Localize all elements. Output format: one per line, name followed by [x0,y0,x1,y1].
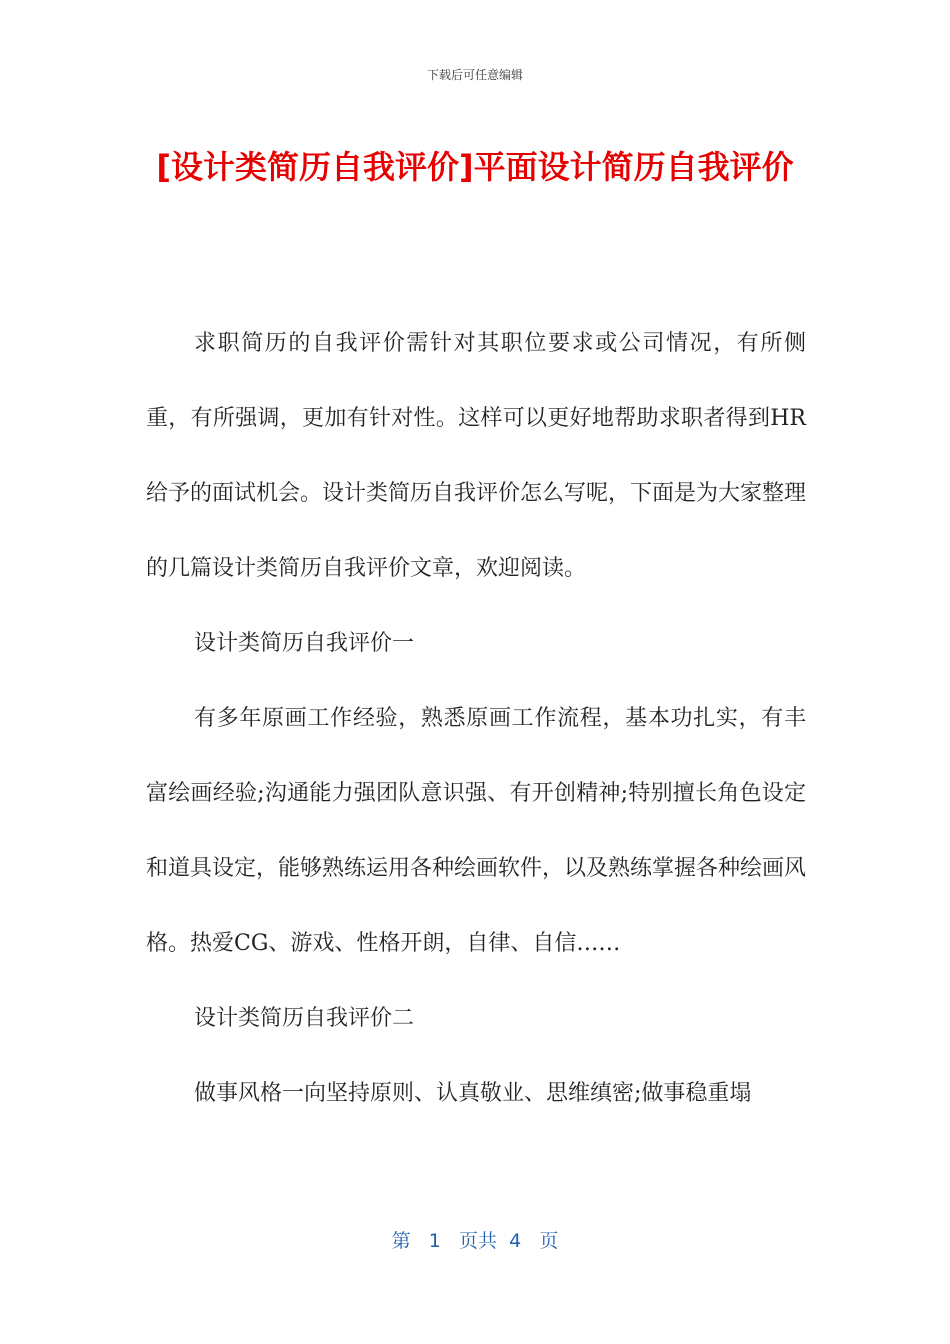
footer-page-prefix: 第 [391,1230,411,1252]
footer-page-middle: 页共 [459,1230,498,1252]
page-footer [0,1226,950,1253]
header-note: 下载后可任意编辑 [426,68,523,82]
section-two-paragraph: 做事风格一向坚持原则、认真敬业、思维缜密;做事稳重塌 [194,1081,752,1106]
footer-page-number: 1 [428,1230,441,1252]
section-one-paragraph: 有多年原画工作经验，熟悉原画工作流程，基本功扎实，有丰富绘画经验;沟通能力强团队意识强、有开创精神;特别擅长角色设定和道具设定，能够熟练运用各种绘画软件，以及熟练掌握各种绘画风格。热爱CG、游戏、性格开朗，自律、自信…… [146,706,807,956]
document-body [146,306,806,1131]
footer-total-pages: 4 [509,1230,522,1252]
section-heading-one: 设计类简历自我评价一 [194,631,415,656]
section-heading-two: 设计类简历自我评价二 [194,1006,415,1031]
footer-page-suffix: 页 [539,1230,559,1252]
intro-paragraph: 求职简历的自我评价需针对其职位要求或公司情况，有所侧重，有所强调，更加有针对性。这样可以更好地帮助求职者得到HR给予的面试机会。设计类简历自我评价怎么写呢，下面是为大家整理的几篇设计类简历自我评价文章，欢迎阅读。 [146,331,807,581]
document-title: [设计类简历自我评价]平面设计简历自我评价 [156,148,794,186]
